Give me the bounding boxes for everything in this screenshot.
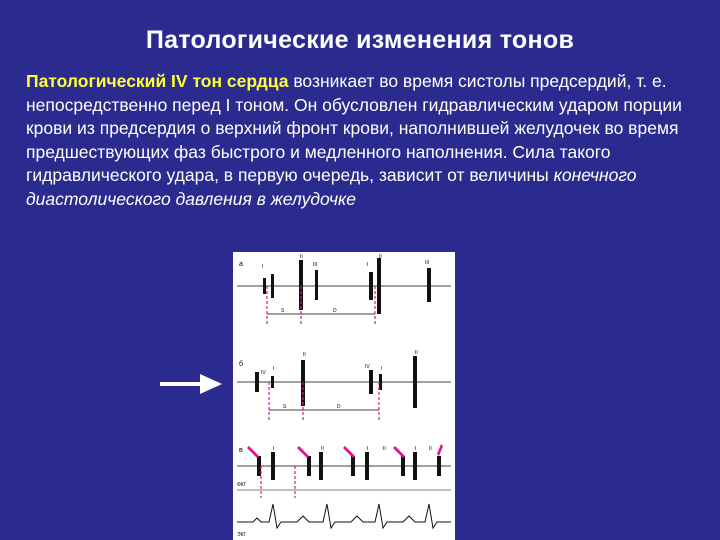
- panel-b-tone-6: II: [415, 350, 418, 356]
- ecg-trace: [237, 504, 451, 528]
- panel-a-interval-d: D: [333, 308, 337, 314]
- panel-a-interval-s: S: [281, 308, 285, 314]
- panel-b-tone-1: IV: [261, 370, 266, 376]
- panel-c-tone-1: I: [273, 446, 275, 452]
- panel-c-tone-4: II: [383, 446, 386, 452]
- panel-b-interval-s: S: [283, 404, 287, 410]
- panel-c-trace-label-1: ФКГ: [237, 482, 247, 488]
- panel-b-tone-3: II: [303, 352, 306, 358]
- panel-c-letter: в: [239, 447, 243, 454]
- panel-a-tone-6: III: [425, 260, 430, 266]
- panel-b-letter: б: [239, 361, 244, 368]
- slide-paragraph: [26, 70, 706, 212]
- right-arrow-icon: [160, 372, 222, 396]
- panel-c-tone-5: I: [415, 446, 417, 452]
- phonocardiogram-figure: [233, 252, 455, 540]
- panel-b-tone-4: IV: [365, 364, 370, 370]
- paragraph-highlight: Патологический IV тон сердца: [26, 71, 289, 91]
- panel-a-tone-1: I: [262, 264, 264, 270]
- panel-c-trace-label-2: ЭКГ: [237, 532, 247, 538]
- panel-b-tone-5: I: [381, 366, 383, 372]
- panel-a-letter: а: [239, 261, 243, 268]
- panel-c-tone-2: II: [321, 446, 324, 452]
- slide-title: Патологические изменения тонов: [145, 26, 575, 54]
- panel-a-tone-3: III: [313, 262, 318, 268]
- phonocardiogram-drawing: [233, 252, 455, 540]
- paragraph-body: возникает во время систолы предсердий, т. е. непосредственно перед I тоном. Он обусловлен гидравлическим ударом порции крови из предсердия о верхний фронт крови, наполнившей желудочек во время предшествующих фаз быстрого и медленного наполнения. Сила такого гидравлического удара, в первую очередь, зависит от величины: [26, 71, 682, 186]
- panel-b-interval-d: D: [337, 404, 341, 410]
- panel-a-tone-2: II: [300, 254, 303, 260]
- panel-c-tone-3: I: [367, 446, 369, 452]
- panel-a-tone-4: I: [367, 262, 369, 268]
- panel-c-tone-6: II: [429, 446, 432, 452]
- panel-b-tone-2: I: [273, 366, 275, 372]
- panel-a-tone-5: II: [379, 254, 382, 260]
- paragraph-italic: конечного диастолического давления в желудочке: [26, 165, 637, 209]
